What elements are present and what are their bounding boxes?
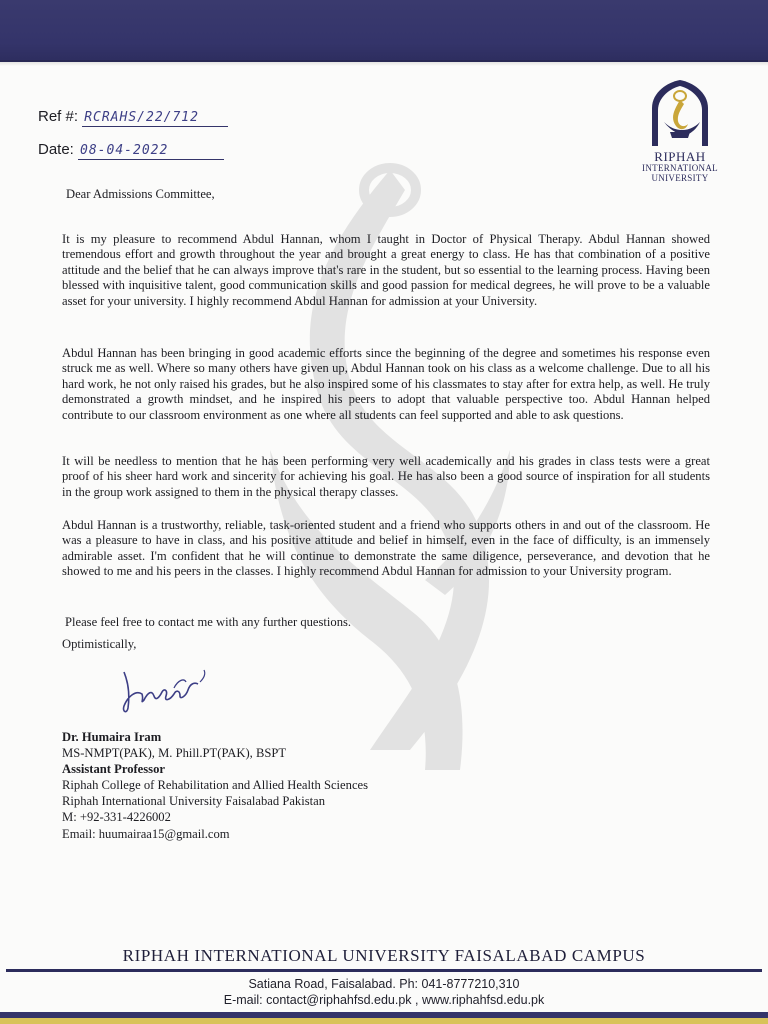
signatory-university: Riphah International University Faisalabad Pakistan [62, 794, 326, 809]
footer-divider [6, 969, 762, 972]
signatory-qualifications: MS-NMPT(PAK), M. Phill.PT(PAK), BSPT [62, 746, 287, 761]
logo-line-international: INTERNATIONAL [642, 163, 718, 173]
footer-address: Satiana Road, Faisalabad. Ph: 041-8777210,310 [248, 977, 520, 991]
paragraph-1: It is my pleasure to recommend Abdul Hannan, whom I taught in Doctor of Physical Therapy. Abdul Hannan showed tremendous effort and growth throughout the year and brought a great energy to class. He has that combination of a positive attitude and the belief that he can always improve that's rare in the student, but so essential to the learning process. Having been blessed with inquisitive talent, good communication skills and good passion for medical degrees, he will prove to be a valuable asset for your university. I highly recommend Abdul Hannan for admission at your University. [62, 231, 710, 308]
logo-name: RIPHAH [654, 149, 706, 164]
footer-campus-title: RIPHAH INTERNATIONAL UNIVERSITY FAISALABAD CAMPUS [122, 946, 646, 965]
handwritten-signature [114, 660, 224, 720]
logo-line-university: UNIVERSITY [651, 173, 709, 183]
salutation: Dear Admissions Committee, [66, 187, 215, 201]
signatory-title: Assistant Professor [62, 762, 165, 777]
signatory-college: Riphah College of Rehabilitation and Allied Health Sciences [62, 778, 369, 793]
date-value: 08-04-2022 [78, 143, 224, 160]
paragraph-3: It will be needless to mention that he has been performing very well academically and his grades in class tests were a great proof of his sheer hard work and sincerity for achieving his goal. He has also been a good source of inspiration for all students in the group work assigned to them in the physical therapy classes. [62, 453, 710, 499]
reference-label: Ref #: [38, 108, 79, 125]
bottom-footer-band [0, 1012, 768, 1024]
signatory-block [62, 729, 368, 842]
footer-contact: E-mail: contact@riphahfsd.edu.pk , www.riphahfsd.edu.pk [223, 993, 545, 1007]
signatory-mobile: M: +92-331-4226002 [62, 810, 171, 825]
paragraph-5: Please feel free to contact me with any further questions. [65, 614, 352, 629]
reference-number-line [38, 108, 228, 127]
reference-number: RCRAHS/22/712 [82, 110, 228, 127]
date-label: Date: [38, 141, 74, 158]
signatory-email: Email: huumairaa15@gmail.com [62, 826, 230, 841]
header-band-shadow [0, 60, 768, 66]
signatory-name: Dr. Humaira Iram [62, 730, 162, 744]
logo-arch-icon [644, 78, 716, 148]
riphah-logo [632, 78, 728, 190]
top-header-band [0, 0, 768, 62]
paragraph-2: Abdul Hannan has been bringing in good academic efforts since the beginning of the degree and sometimes his response even struck me as well. Where so many others have given up, Abdul Hannan took on his class as a welcome challenge. Due to all his hard work, he not only raised his grades, but he also inspired some of his classmates to stay after for extra help, as well. He truly demonstrated a growth mindset, and he inspired his peers to adopt that valuable perspective too. Abdul Hannan helped contribute to our classroom environment as one where all students can feel supported and able to ask questions. [62, 345, 710, 422]
date-line [38, 141, 224, 160]
closing: Optimistically, [62, 637, 137, 651]
paragraph-4: Abdul Hannan is a trustworthy, reliable, task-oriented student and a friend who supports others in and out of the classroom. He was a pleasure to have in class, and his positive attitude and belief in himself, even in the face of difficulty, is an immensely admirable asset. I'm confident that he will continue to demonstrate the same diligence, perseverance, and devotion that he showed to me and his peers in the classes. I highly recommend Abdul Hannan for admission to your University program. [62, 517, 710, 579]
